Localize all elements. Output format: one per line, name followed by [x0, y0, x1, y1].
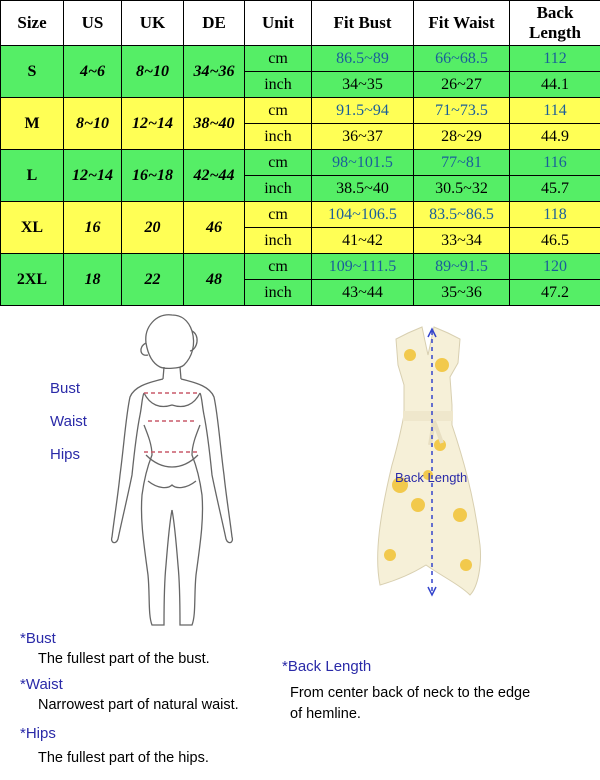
us-size-cell: 8~10 — [64, 98, 122, 150]
uk-size-cell: 20 — [122, 202, 184, 254]
figure-label-waist: Waist — [50, 413, 87, 430]
figure-label-hips: Hips — [50, 446, 81, 463]
size-cell: S — [1, 46, 64, 98]
dress-image — [370, 325, 485, 605]
note-hips-text: The fullest part of the hips. — [38, 750, 209, 766]
header-uk: UK — [122, 1, 184, 46]
table-row — [1, 254, 600, 280]
unit-cell: inch — [245, 280, 312, 306]
fit-waist-cell: 30.5~32 — [414, 176, 510, 202]
de-size-cell: 34~36 — [184, 46, 245, 98]
header-unit: Unit — [245, 1, 312, 46]
dress-label-back-length: Back Length — [395, 470, 468, 485]
fit-bust-cell: 104~106.5 — [312, 202, 414, 228]
back-length-cell: 114 — [510, 98, 600, 124]
unit-cell: inch — [245, 176, 312, 202]
fit-bust-cell: 98~101.5 — [312, 150, 414, 176]
fit-bust-cell: 91.5~94 — [312, 98, 414, 124]
fit-bust-cell: 109~111.5 — [312, 254, 414, 280]
back-length-cell: 44.9 — [510, 124, 600, 150]
fit-waist-cell: 28~29 — [414, 124, 510, 150]
fit-waist-cell: 71~73.5 — [414, 98, 510, 124]
back-length-cell: 112 — [510, 46, 600, 72]
fit-bust-cell: 43~44 — [312, 280, 414, 306]
size-cell: M — [1, 98, 64, 150]
fit-bust-cell: 36~37 — [312, 124, 414, 150]
size-chart-table — [0, 0, 600, 306]
size-cell: L — [1, 150, 64, 202]
note-hips-title: *Hips — [20, 725, 56, 742]
table-row — [1, 202, 600, 228]
unit-cell: cm — [245, 150, 312, 176]
uk-size-cell: 12~14 — [122, 98, 184, 150]
unit-cell: cm — [245, 254, 312, 280]
header-de: DE — [184, 1, 245, 46]
fit-waist-cell: 35~36 — [414, 280, 510, 306]
back-length-cell: 47.2 — [510, 280, 600, 306]
de-size-cell: 38~40 — [184, 98, 245, 150]
unit-cell: cm — [245, 46, 312, 72]
body-measurement-figure — [60, 305, 290, 635]
fit-bust-cell: 34~35 — [312, 72, 414, 98]
header-row — [1, 1, 600, 46]
back-length-cell: 120 — [510, 254, 600, 280]
note-bust-text: The fullest part of the bust. — [38, 651, 210, 667]
fit-bust-cell: 41~42 — [312, 228, 414, 254]
back-length-cell: 116 — [510, 150, 600, 176]
us-size-cell: 16 — [64, 202, 122, 254]
header-back-length: Back Length — [510, 1, 600, 46]
fit-waist-cell: 89~91.5 — [414, 254, 510, 280]
header-fit-waist: Fit Waist — [414, 1, 510, 46]
us-size-cell: 4~6 — [64, 46, 122, 98]
back-length-cell: 46.5 — [510, 228, 600, 254]
uk-size-cell: 16~18 — [122, 150, 184, 202]
size-chart-body — [1, 46, 600, 306]
de-size-cell: 42~44 — [184, 150, 245, 202]
fit-waist-cell: 83.5~86.5 — [414, 202, 510, 228]
unit-cell: inch — [245, 228, 312, 254]
header-us: US — [64, 1, 122, 46]
fit-waist-cell: 66~68.5 — [414, 46, 510, 72]
table-row — [1, 150, 600, 176]
table-row — [1, 46, 600, 72]
table-row — [1, 98, 600, 124]
note-waist-text: Narrowest part of natural waist. — [38, 697, 239, 713]
note-bust-title: *Bust — [20, 630, 56, 647]
note-back-length-title: *Back Length — [282, 658, 372, 675]
fit-waist-cell: 77~81 — [414, 150, 510, 176]
note-waist-title: *Waist — [20, 676, 63, 693]
fit-bust-cell: 38.5~40 — [312, 176, 414, 202]
us-size-cell: 18 — [64, 254, 122, 306]
unit-cell: inch — [245, 72, 312, 98]
uk-size-cell: 8~10 — [122, 46, 184, 98]
unit-cell: inch — [245, 124, 312, 150]
size-cell: XL — [1, 202, 64, 254]
de-size-cell: 48 — [184, 254, 245, 306]
figure-label-bust: Bust — [50, 380, 81, 397]
unit-cell: cm — [245, 202, 312, 228]
size-cell: 2XL — [1, 254, 64, 306]
note-back-length-text-1: From center back of neck to the edge — [290, 685, 531, 701]
back-length-cell: 45.7 — [510, 176, 600, 202]
us-size-cell: 12~14 — [64, 150, 122, 202]
back-length-cell: 118 — [510, 202, 600, 228]
note-back-length-text-2: of hemline. — [290, 706, 361, 722]
uk-size-cell: 22 — [122, 254, 184, 306]
header-fit-bust: Fit Bust — [312, 1, 414, 46]
unit-cell: cm — [245, 98, 312, 124]
header-size: Size — [1, 1, 64, 46]
fit-waist-cell: 26~27 — [414, 72, 510, 98]
de-size-cell: 46 — [184, 202, 245, 254]
back-length-cell: 44.1 — [510, 72, 600, 98]
fit-waist-cell: 33~34 — [414, 228, 510, 254]
fit-bust-cell: 86.5~89 — [312, 46, 414, 72]
